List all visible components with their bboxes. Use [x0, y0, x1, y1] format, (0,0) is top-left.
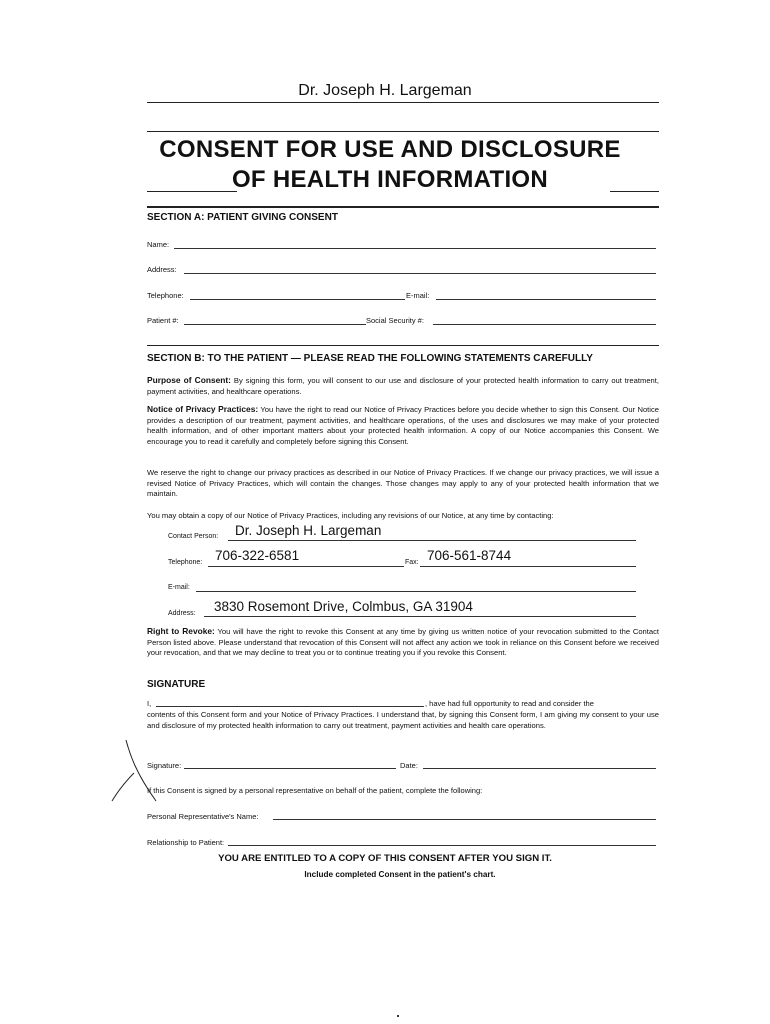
email-field[interactable]: [436, 299, 656, 300]
signature-field[interactable]: [184, 768, 396, 769]
ssn-field[interactable]: [433, 324, 656, 325]
purpose-text: By signing this form, you will consent to our use and disclosure of your protected health information to carry out treatment, payment activities, and healthcare operations.: [147, 376, 659, 396]
relationship-label: Relationship to Patient:: [147, 838, 225, 847]
obtain-paragraph: You may obtain a copy of our Notice of Privacy Practices, including any revisions of our Notice, at any time by contacting:: [147, 511, 554, 520]
address-label: Address:: [147, 265, 177, 274]
entitled-notice: YOU ARE ENTITLED TO A COPY OF THIS CONSENT AFTER YOU SIGN IT.: [218, 853, 552, 864]
include-notice: Include completed Consent in the patient's chart.: [304, 870, 496, 879]
rep-name-field[interactable]: [273, 819, 656, 820]
relationship-field[interactable]: [228, 845, 656, 846]
contact-fax-field: [420, 566, 636, 567]
contact-telephone-value[interactable]: 706-322-6581: [215, 548, 300, 563]
notice-text: You have the right to read our Notice of Privacy Practices before you decide whether to sign this Consent. Our Notice provides a description of our treatment, payment activities, and healthcare operations, of the uses and disclosures we may make of your protected health information, and of other important matters about your protected health information. A copy of our Notice accompanies this Consent. We encourage you to read it carefully and completely before signing this Consent.: [147, 405, 659, 446]
contact-person-field: [228, 540, 636, 541]
form-title-line1: CONSENT FOR USE AND DISCLOSURE: [159, 136, 621, 163]
patient-number-label: Patient #:: [147, 316, 179, 325]
contact-telephone-label: Telephone:: [168, 559, 203, 566]
patient-number-field[interactable]: [184, 324, 366, 325]
title-right-rule: [610, 191, 659, 192]
patient-name-statement-field[interactable]: [156, 706, 424, 707]
doctor-name: Dr. Joseph H. Largeman: [298, 82, 472, 99]
form-title-line2: OF HEALTH INFORMATION: [231, 166, 549, 193]
signature-label: Signature:: [147, 761, 182, 770]
ssn-label: Social Security #:: [366, 316, 424, 325]
telephone-label: Telephone:: [147, 291, 184, 300]
purpose-paragraph: [147, 375, 659, 397]
contact-fax-value[interactable]: 706-561-8744: [427, 548, 512, 563]
name-label: Name:: [147, 240, 170, 249]
contact-address-field: [204, 616, 636, 617]
date-field[interactable]: [423, 768, 656, 769]
reserve-paragraph: We reserve the right to change our privacy practices as described in our Notice of Privacy Practices. If we change our privacy practices, we will issue a revised Notice of Privacy Practices, which will contain the changes. Those changes may apply to any of your protected health information that we maintain.: [147, 468, 659, 498]
name-field[interactable]: [174, 248, 656, 249]
rep-name-label: Personal Representative's Name:: [147, 812, 259, 821]
contact-telephone-field: [208, 566, 404, 567]
contact-address-value[interactable]: 3830 Rosemont Drive, Colmbus, GA 31904: [214, 599, 473, 614]
signature-heading: SIGNATURE: [147, 679, 206, 690]
section-a-heading: SECTION A: PATIENT GIVING CONSENT: [147, 212, 338, 223]
date-label: Date:: [400, 761, 418, 770]
speck: [397, 1015, 399, 1017]
section-b-rule: [147, 345, 659, 346]
contact-email-field[interactable]: [196, 591, 636, 592]
title-left-rule: [147, 191, 237, 192]
section-b-heading: SECTION B: TO THE PATIENT — PLEASE READ THE FOLLOWING STATEMENTS CAREFULLY: [147, 353, 593, 364]
contact-email-label: E-mail:: [168, 584, 190, 591]
rep-intro: If this Consent is signed by a personal representative on behalf of the patient, complete the following:: [147, 786, 483, 795]
header-rule: [147, 102, 659, 103]
purpose-title: Purpose of Consent:: [147, 375, 231, 385]
contact-person-value[interactable]: Dr. Joseph H. Largeman: [235, 523, 382, 538]
signature-statement: contents of this Consent form and your Notice of Privacy Practices. I understand that, by signing this Consent form, I am giving my consent to your use and disclosure of my protected health information to carry out treatment, payment activities and health care operations.: [147, 710, 659, 730]
revoke-paragraph: [147, 626, 659, 659]
i-label: I,: [147, 699, 152, 708]
telephone-field[interactable]: [190, 299, 405, 300]
notice-title: Notice of Privacy Practices:: [147, 404, 259, 414]
notice-paragraph: [147, 404, 659, 447]
contact-person-label: Contact Person:: [168, 533, 219, 540]
section-a-rule: [147, 206, 659, 208]
contact-fax-label: Fax:: [405, 559, 419, 566]
title-top-rule: [147, 131, 659, 132]
contact-address-label: Address:: [168, 610, 196, 617]
revoke-title: Right to Revoke:: [147, 626, 215, 636]
revoke-text: You will have the right to revoke this Consent at any time by giving us written notice of your revocation submitted to the Contact Person listed above. Please understand that revocation of this Consent will not affect any action we took in reliance on this Consent before we received your revocation, and that we may decline to treat you or to continue treating you if you revoke this Consent.: [147, 627, 660, 657]
statement-after: , have had full opportunity to read and consider the: [425, 699, 594, 708]
email-label: E-mail:: [406, 291, 430, 300]
address-field[interactable]: [184, 273, 656, 274]
